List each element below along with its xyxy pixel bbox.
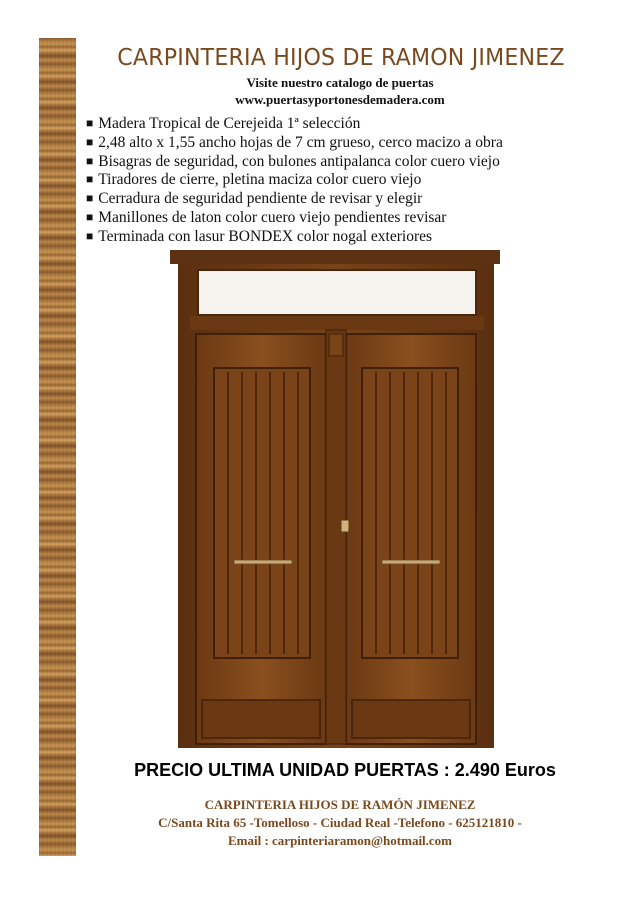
catalog-invite: Visite nuestro catalogo de puertas: [246, 75, 434, 90]
spec-list: [86, 115, 503, 247]
spec-item: ■ Manillones de laton color cuero viejo pendientes revisar: [86, 209, 503, 228]
footer-email[interactable]: Email : carpinteriaramon@hotmail.com: [227, 833, 453, 848]
price-label: PRECIO ULTIMA UNIDAD PUERTAS : 2.490 Euros: [134, 760, 556, 780]
spec-item: ■ Tiradores de cierre, pletina maciza color cuero viejo: [86, 171, 503, 190]
website-link[interactable]: www.puertasyportonesdemadera.com: [235, 92, 445, 107]
spec-item: ■ Terminada con lasur BONDEX color nogal exteriores: [86, 228, 503, 247]
company-title: CARPINTERIA HIJOS DE RAMON JIMENEZ: [117, 43, 565, 71]
spec-item: ■ Cerradura de seguridad pendiente de revisar y elegir: [86, 190, 503, 209]
wood-texture-strip: [39, 38, 76, 856]
door-photo: [170, 250, 500, 750]
spec-item: ■ Bisagras de seguridad, con bulones antipalanca color cuero viejo: [86, 153, 503, 172]
spec-item: ■ 2,48 alto x 1,55 ancho hojas de 7 cm grueso, cerco macizo a obra: [86, 134, 503, 153]
footer-address: C/Santa Rita 65 -Tomelloso - Ciudad Real -Telefono - 625121810 -: [158, 815, 522, 830]
spec-item: ■ Madera Tropical de Cerejeida 1ª selección: [86, 115, 503, 134]
footer-company: CARPINTERIA HIJOS DE RAMÓN JIMENEZ: [204, 797, 476, 812]
